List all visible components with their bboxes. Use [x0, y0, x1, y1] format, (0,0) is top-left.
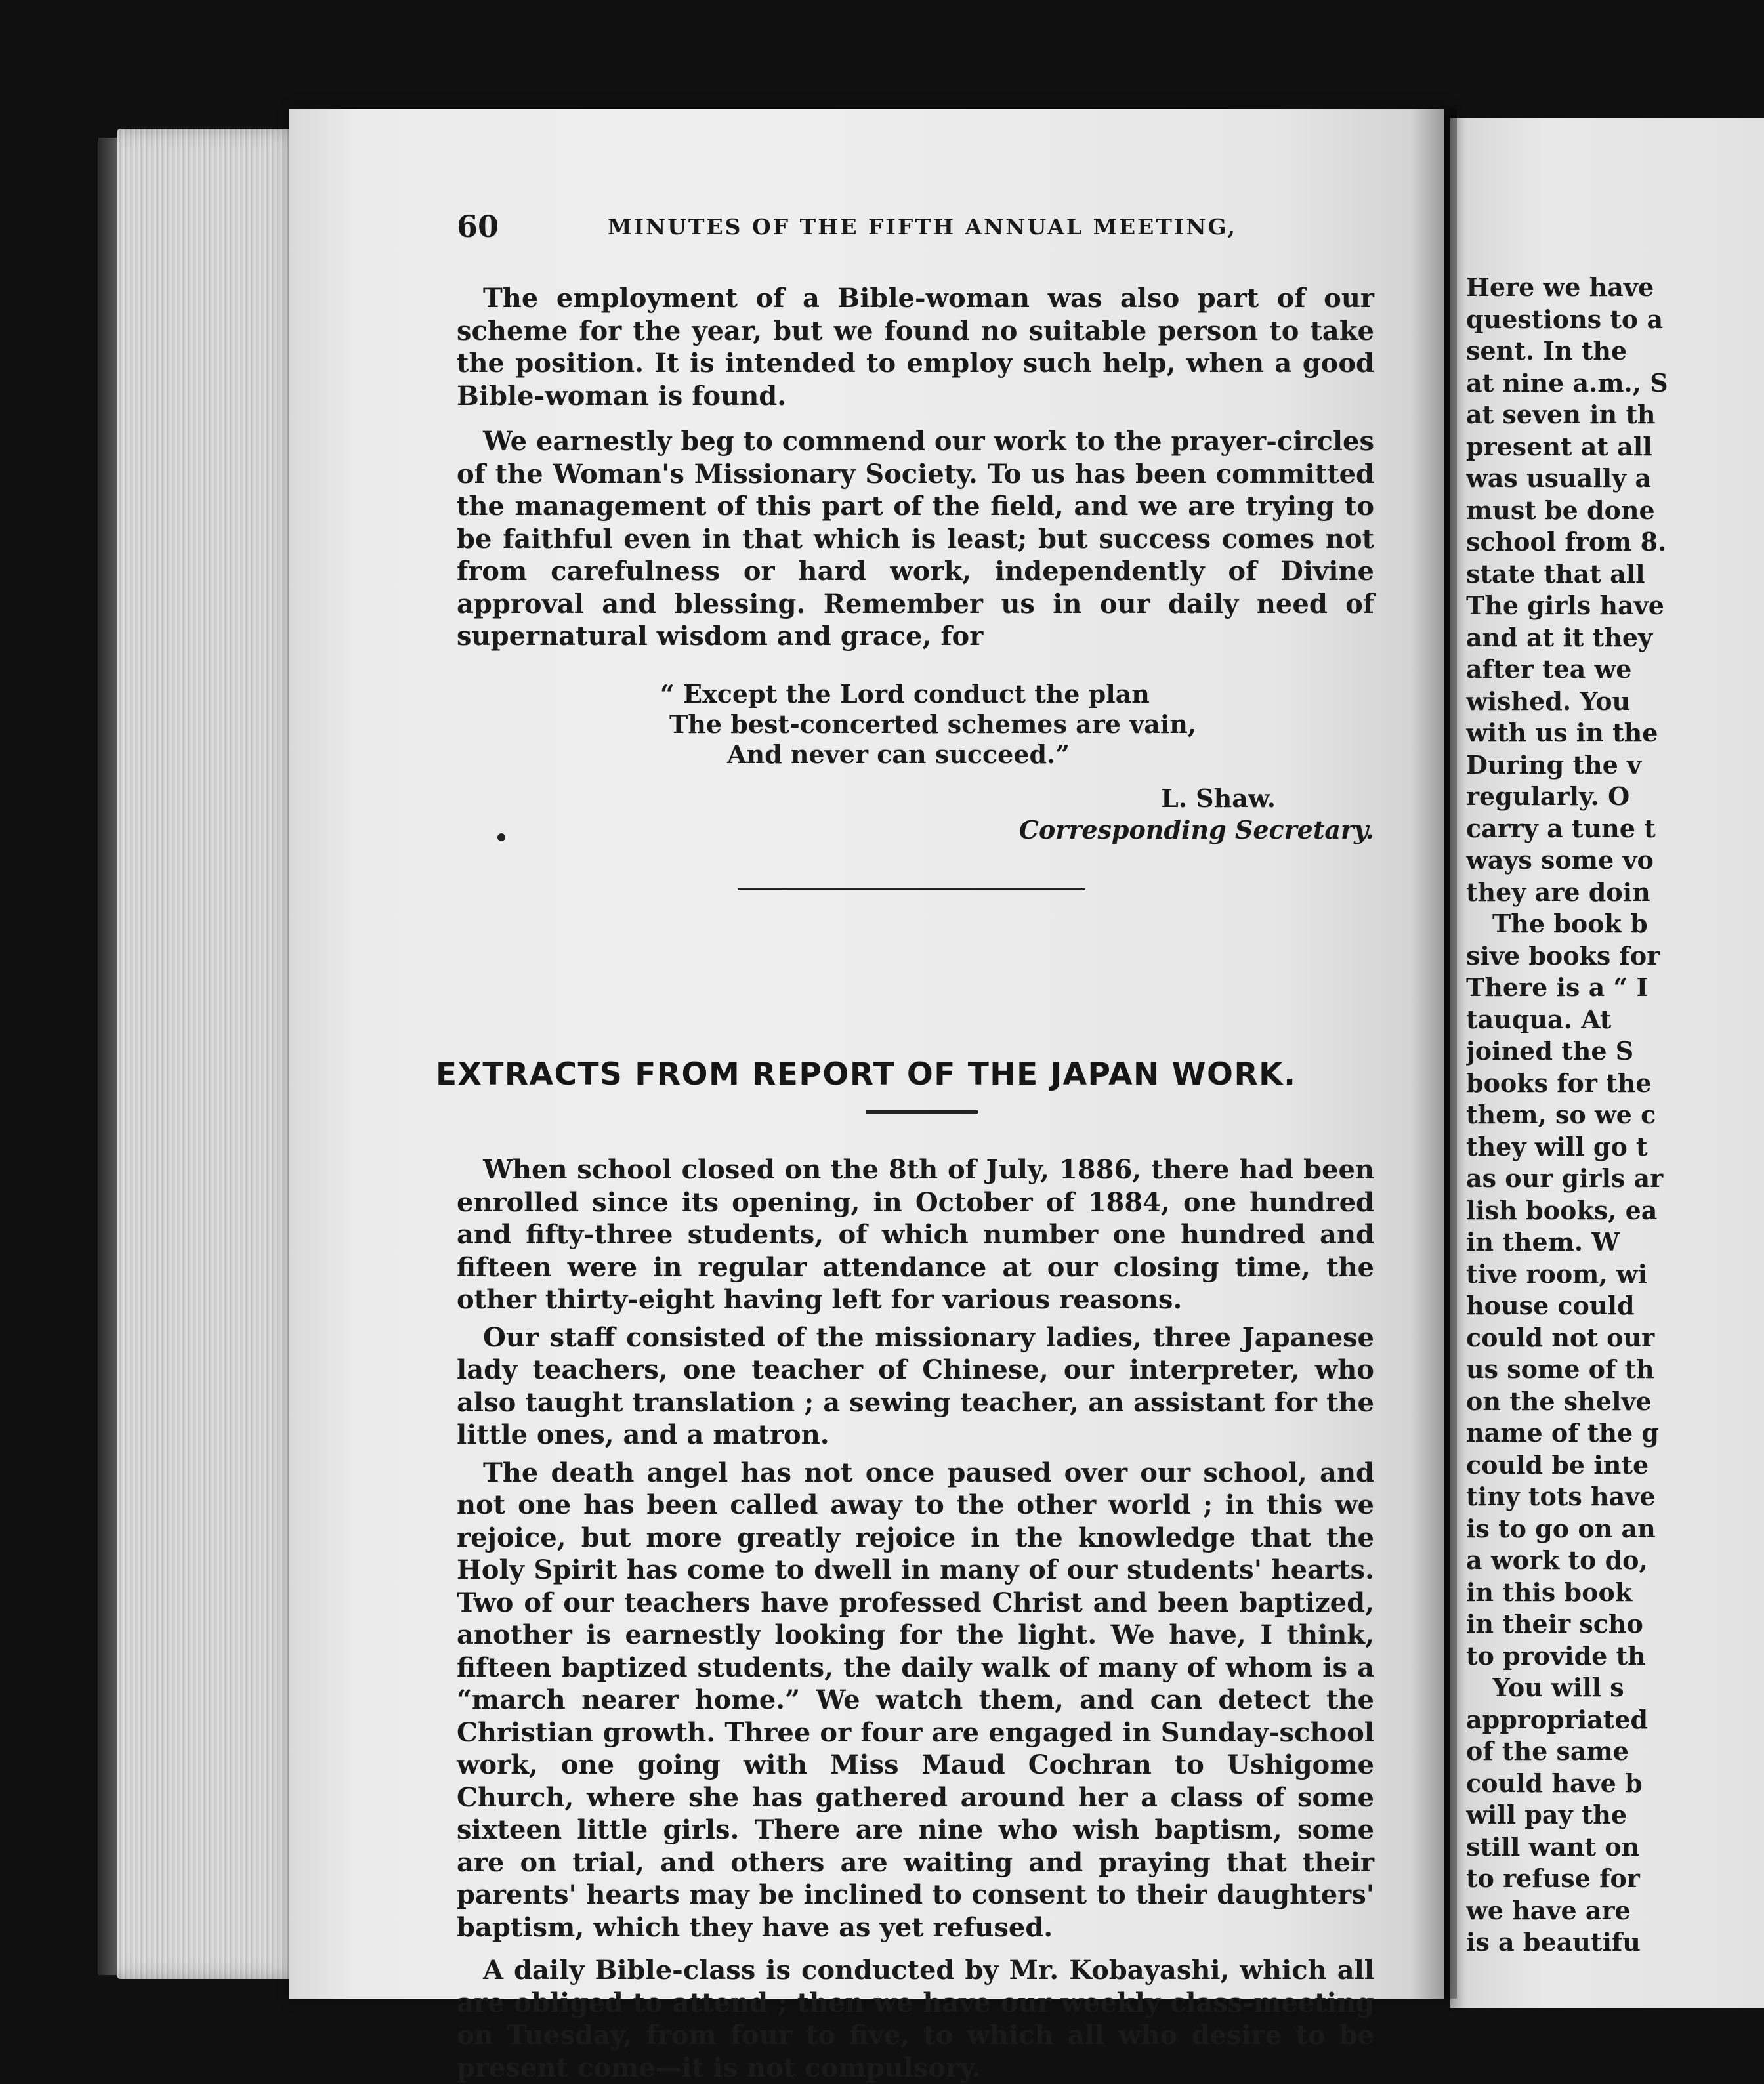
right-page-line: sent. In the — [1466, 336, 1628, 365]
right-page-line: tive room, wi — [1466, 1259, 1648, 1289]
right-page-line: in their scho — [1466, 1609, 1643, 1638]
right-page-line: The girls have — [1466, 591, 1664, 620]
paragraph-enrollment: When school closed on the 8th of July, 1886, there had been enrolled since its opening, in October of 1884, one hundred and fifty-three students, of which number one hundred and fifteen were in regular attendance at our closing time, the other thirty-eight having left for various reasons. — [457, 1154, 1374, 1315]
paragraph-bible-woman: The employment of a Bible-woman was also part of our scheme for the year, but we found no suitable person to take the position. It is intended to employ such help, when a good Bible-woman is found. — [457, 283, 1374, 411]
right-page-line: books for the — [1466, 1068, 1652, 1098]
signature-name: L. Shaw. — [1161, 783, 1276, 813]
right-page-line: You will s — [1492, 1673, 1624, 1702]
right-page-line: tiny tots have — [1466, 1482, 1656, 1511]
right-page-line: During the v — [1466, 749, 1642, 780]
right-page-line: we have are — [1466, 1895, 1631, 1925]
right-page-line: tauqua. At — [1466, 1004, 1612, 1034]
right-page-line: us some of th — [1466, 1354, 1654, 1384]
poem-line: And never can succeed.” — [727, 739, 1070, 769]
right-page-line: on the shelve — [1466, 1386, 1652, 1416]
right-page-line: present at all — [1466, 431, 1652, 461]
paragraph-staff: Our staff consisted of the missionary ladies, three Japanese lady teachers, one teacher of Chinese, our interpreter, who also taught translation ; a sewing teacher, an assistant for the little ones, and a matron. — [457, 1322, 1374, 1450]
running-head: MINUTES OF THE FIFTH ANNUAL MEETING, — [608, 214, 1237, 240]
right-page-line: at seven in th — [1466, 400, 1656, 429]
left-page-bottom-text — [457, 1154, 1374, 2084]
right-page-line: could be inte — [1466, 1449, 1649, 1480]
section-heading: EXTRACTS FROM REPORT OF THE JAPAN WORK. — [436, 1056, 1297, 1093]
section-divider-rule — [738, 888, 1085, 890]
right-page-line: There is a “ I — [1466, 972, 1648, 1002]
right-page-line: will pay the — [1466, 1800, 1628, 1829]
right-page-line: was usually a — [1466, 463, 1652, 493]
right-page-line: they are doin — [1466, 877, 1650, 907]
right-page-line: of the same — [1466, 1736, 1629, 1766]
poem-quote — [660, 679, 1374, 770]
right-page-line: is a beautifu — [1466, 1927, 1641, 1957]
right-page-line: to provide th — [1466, 1640, 1646, 1671]
right-page-line: carry a tune t — [1466, 813, 1656, 843]
right-page-line: school from 8. — [1466, 527, 1667, 556]
paragraph-death-angel: The death angel has not once paused over our school, and not one has been called away to the other world ; in this we rejoice, but more greatly rejoice in the knowledge that the Holy Spirit has come to dwell in many of our students' hearts. Two of our teachers have professed Christ and been baptized, another is earnestly looking for the light. We have, I think, fifteen baptized students, the daily walk of many of whom is a “march nearer home.” We watch them, and can detect the Christian growth. Three or four are engaged in Sunday-school work, one going with Miss Maud Cochran to Ushigome Church, where she has gathered around her a class of some sixteen little girls. There are nine who wish baptism, some are on trial, and others are waiting and praying that their parents' hearts may be inclined to consent to their daughters' baptism, which they have as yet refused. — [457, 1457, 1374, 1943]
right-page-line: appropriated — [1466, 1704, 1648, 1734]
book-page-edges — [117, 129, 307, 1979]
right-page-line: at nine a.m., S — [1466, 367, 1668, 398]
right-page-line: after tea we — [1466, 654, 1632, 684]
right-page-line: in them. W — [1466, 1227, 1620, 1257]
right-page-line: must be done — [1466, 495, 1655, 525]
signature-block — [457, 783, 1374, 846]
right-page-line: a work to do, — [1466, 1545, 1648, 1575]
right-page-line: Here we have — [1466, 272, 1654, 302]
heading-underline-rule — [866, 1110, 978, 1114]
right-page-line: state that all — [1466, 558, 1645, 589]
right-page-line: in this book — [1466, 1577, 1633, 1607]
right-page-text — [1466, 272, 1764, 1959]
signature-title: Corresponding Secretary. — [1018, 814, 1374, 844]
paragraph-bible-class: A daily Bible-class is conducted by Mr. Kobayashi, which all are obliged to attend ; then we have our weekly class-meeting on Tuesday, from four to five, to which all who desire to be present come—it is not compulsory. — [457, 1955, 1374, 2083]
right-page-line: ways some vo — [1466, 845, 1654, 875]
right-page-line: with us in the — [1466, 718, 1658, 747]
paragraph-prayer-circles: We earnestly beg to commend our work to the prayer-circles of the Woman's Missionary Society. To us has been committed the management of this part of the field, and we are trying to be faithful even in that which is least; but success comes not from carefulness or hard work, independently of Divine approval and blessing. Remember us in our daily need of supernatural wisdom and grace, for — [457, 426, 1374, 652]
page-gutter-shadow — [1411, 109, 1457, 1999]
right-page-line: and at it they — [1466, 622, 1653, 652]
ink-dot — [497, 833, 505, 841]
right-page-line: lish books, ea — [1466, 1195, 1658, 1225]
poem-line: The best-concerted schemes are vain, — [669, 709, 1197, 739]
right-page-line: them, so we c — [1466, 1100, 1656, 1129]
right-page-line: could not our — [1466, 1322, 1655, 1352]
page-number: 60 — [457, 209, 499, 244]
right-page-line: is to go on an — [1466, 1513, 1656, 1543]
right-page-line: house could — [1466, 1291, 1635, 1320]
right-page-line: they will go t — [1466, 1131, 1648, 1161]
poem-line: “ Except the Lord conduct the plan — [660, 678, 1150, 709]
right-page-line: wished. You — [1466, 686, 1631, 716]
right-page-line: name of the g — [1466, 1418, 1659, 1448]
right-page-line: still want on — [1466, 1831, 1640, 1862]
page-header — [457, 209, 1374, 248]
left-page-top-text — [457, 209, 1374, 846]
right-page-line: sive books for — [1466, 940, 1660, 970]
right-page-line: to refuse for — [1466, 1864, 1640, 1893]
right-page-line: questions to a — [1466, 304, 1664, 334]
right-page-line: The book b — [1492, 909, 1648, 938]
right-page-line: joined the S — [1466, 1036, 1634, 1066]
right-page-line: could have b — [1466, 1768, 1643, 1798]
right-page-line: as our girls ar — [1466, 1163, 1664, 1193]
right-page-line: regularly. O — [1466, 782, 1630, 811]
